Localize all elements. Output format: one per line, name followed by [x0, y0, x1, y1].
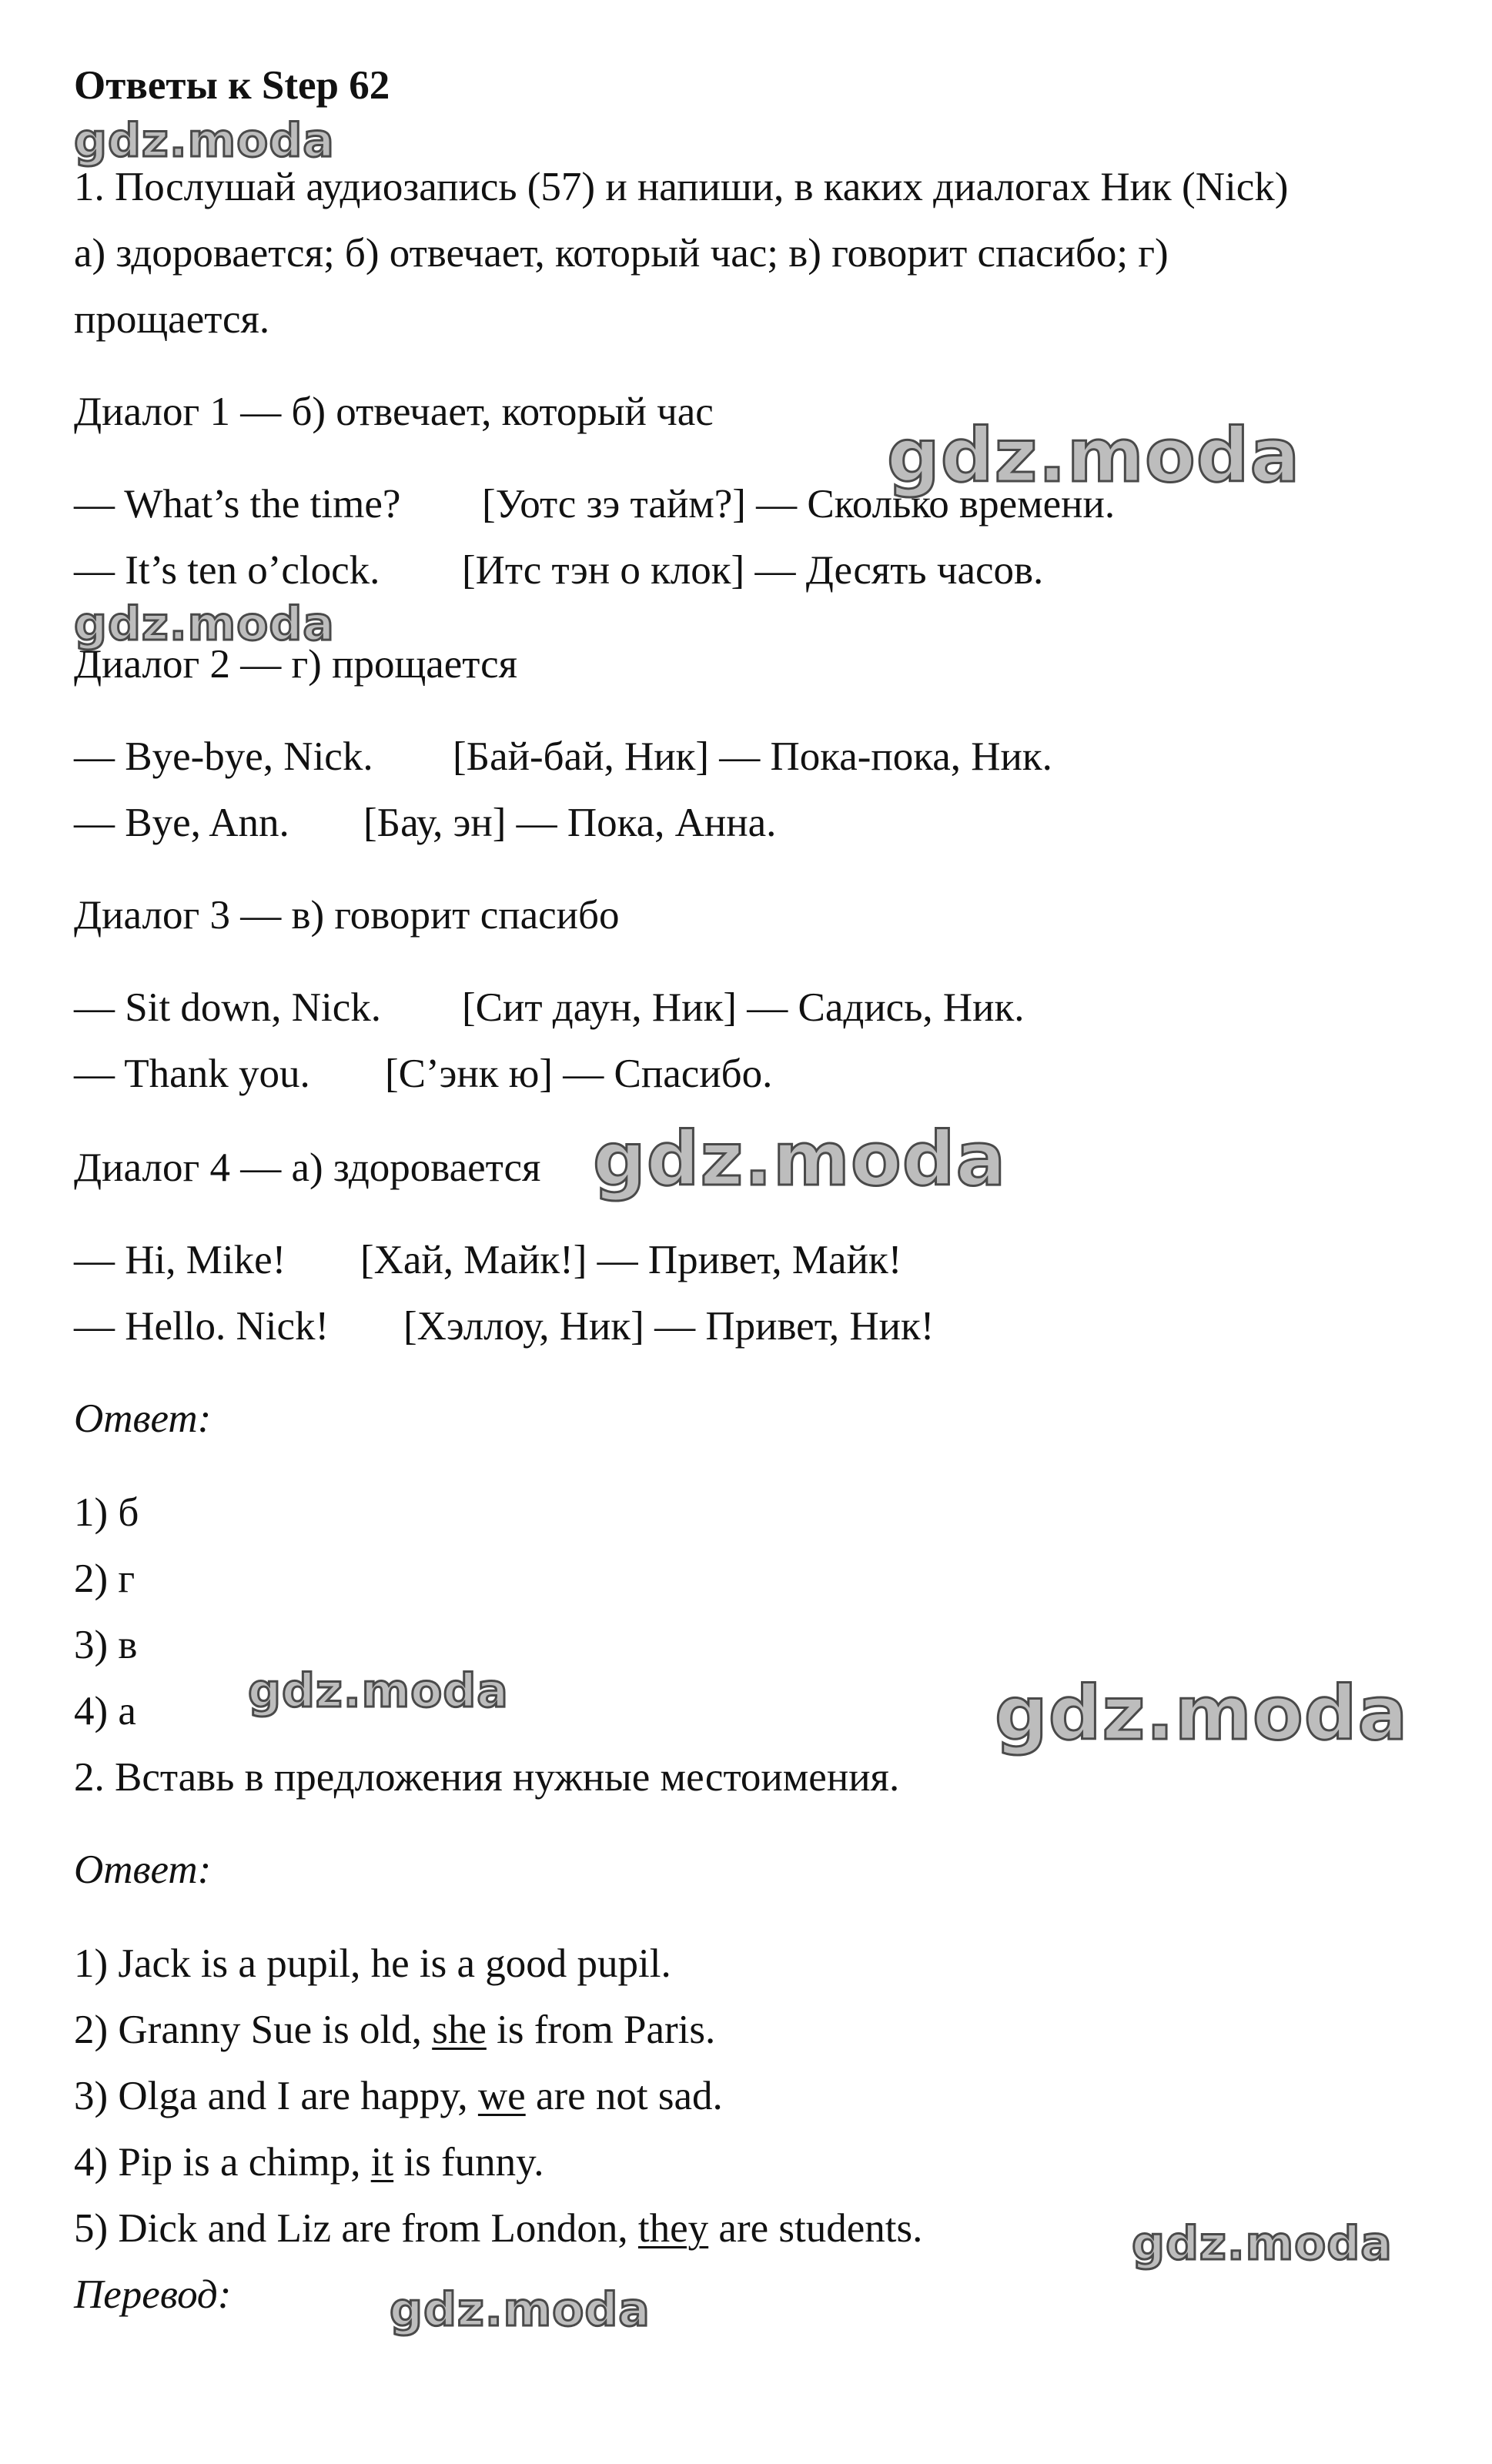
- dialog-transcription: [Итс тэн о клок] — Десять часов.: [462, 548, 1044, 593]
- answer1-item: 3) в: [74, 1623, 138, 1667]
- dialog-transcription: [С’энк ю] — Спасибо.: [385, 1051, 773, 1096]
- dialog1-heading: Диалог 1 — б) отвечает, который час: [74, 389, 714, 434]
- pronoun-answer: it: [370, 2140, 394, 2185]
- translation-label: Перевод:: [74, 2272, 232, 2317]
- watermark: gdz.moda: [74, 114, 335, 168]
- dialog3-line1: [74, 982, 1025, 1033]
- dialog-transcription: [Хай, Майк!] — Привет, Майк!: [360, 1238, 902, 1282]
- pronoun-answer: we: [477, 2074, 526, 2118]
- dialog-english: — Thank you.: [74, 1051, 310, 1096]
- watermark: gdz.moda: [248, 1664, 509, 1718]
- dialog-transcription: [Сит даун, Ник] — Садись, Ник.: [462, 985, 1025, 1030]
- sentence-text: 4) Pip is a chimp,: [74, 2140, 371, 2185]
- dialog-english: — Hello. Nick!: [74, 1304, 330, 1349]
- watermark: gdz.moda: [390, 2283, 651, 2337]
- answer-label: Ответ:: [74, 1396, 212, 1441]
- dialog-english: — Sit down, Nick.: [74, 985, 381, 1030]
- dialog3-heading: Диалог 3 — в) говорит спасибо: [74, 893, 620, 938]
- dialog2-line2: [74, 797, 776, 848]
- answer-label: Ответ:: [74, 1847, 212, 1892]
- page-title: Ответы к Step 62: [74, 63, 390, 108]
- dialog-transcription: [Уотс зэ тайм?] — Сколько времени.: [482, 482, 1116, 527]
- watermark: gdz.moda: [593, 1116, 1007, 1202]
- answer1-item: 2) г: [74, 1556, 135, 1601]
- pronoun-answer: they: [637, 2206, 709, 2251]
- dialog-english: — Bye, Ann.: [74, 801, 289, 845]
- task1-line2: а) здоровается; б) отвечает, который час; в) говорит спасибо; г): [74, 231, 1169, 276]
- task2-heading: 2. Вставь в предложения нужные местоимения.: [74, 1755, 900, 1800]
- sentence-text: is funny.: [393, 2140, 544, 2185]
- dialog-english: — What’s the time?: [74, 482, 401, 527]
- sentence-text: are not sad.: [525, 2074, 723, 2118]
- watermark: gdz.moda: [887, 413, 1301, 499]
- dialog-english: — Hi, Mike!: [74, 1238, 286, 1282]
- watermark: gdz.moda: [74, 597, 335, 651]
- dialog-english: — Bye-bye, Nick.: [74, 734, 373, 779]
- dialog-transcription: [Бай-бай, Ник] — Пока-пока, Ник.: [453, 734, 1052, 779]
- dialog4-line2: [74, 1301, 934, 1352]
- sentence-text: 1) Jack is a pupil, he is a good pupil.: [74, 1941, 671, 1986]
- task1-line3: прощается.: [74, 297, 270, 342]
- answer1-item: 1) б: [74, 1490, 139, 1535]
- dialog4-heading: Диалог 4 — а) здоровается: [74, 1145, 541, 1190]
- sentence-text: is from Paris.: [486, 2008, 716, 2052]
- task1-line1: 1. Послушай аудиозапись (57) и напиши, в каких диалогах Ник (Nick): [74, 165, 1289, 209]
- watermark: gdz.moda: [1132, 2217, 1393, 2271]
- dialog3-line2: [74, 1048, 772, 1099]
- dialog4-line1: [74, 1235, 902, 1285]
- answer2-item: [74, 2071, 723, 2121]
- answer2-item: [74, 1938, 671, 1989]
- dialog-english: — It’s ten o’clock.: [74, 548, 380, 593]
- answer2-item: [74, 2137, 544, 2188]
- watermark: gdz.moda: [995, 1670, 1409, 1757]
- dialog2-line1: [74, 731, 1052, 782]
- sentence-text: 5) Dick and Liz are from London,: [74, 2206, 638, 2251]
- sentence-text: are students.: [708, 2206, 923, 2251]
- answer1-item: 4) а: [74, 1689, 136, 1733]
- pronoun-answer: she: [432, 2008, 487, 2052]
- dialog-transcription: [Бау, эн] — Пока, Анна.: [363, 801, 777, 845]
- sentence-text: 2) Granny Sue is old,: [74, 2008, 433, 2052]
- answer2-item: [74, 2203, 922, 2254]
- answer2-item: [74, 2004, 715, 2055]
- dialog1-line2: [74, 545, 1043, 596]
- dialog2-heading: Диалог 2 — г) прощается: [74, 642, 518, 687]
- sentence-text: 3) Olga and I are happy,: [74, 2074, 478, 2118]
- dialog-transcription: [Хэллоу, Ник] — Привет, Ник!: [403, 1304, 935, 1349]
